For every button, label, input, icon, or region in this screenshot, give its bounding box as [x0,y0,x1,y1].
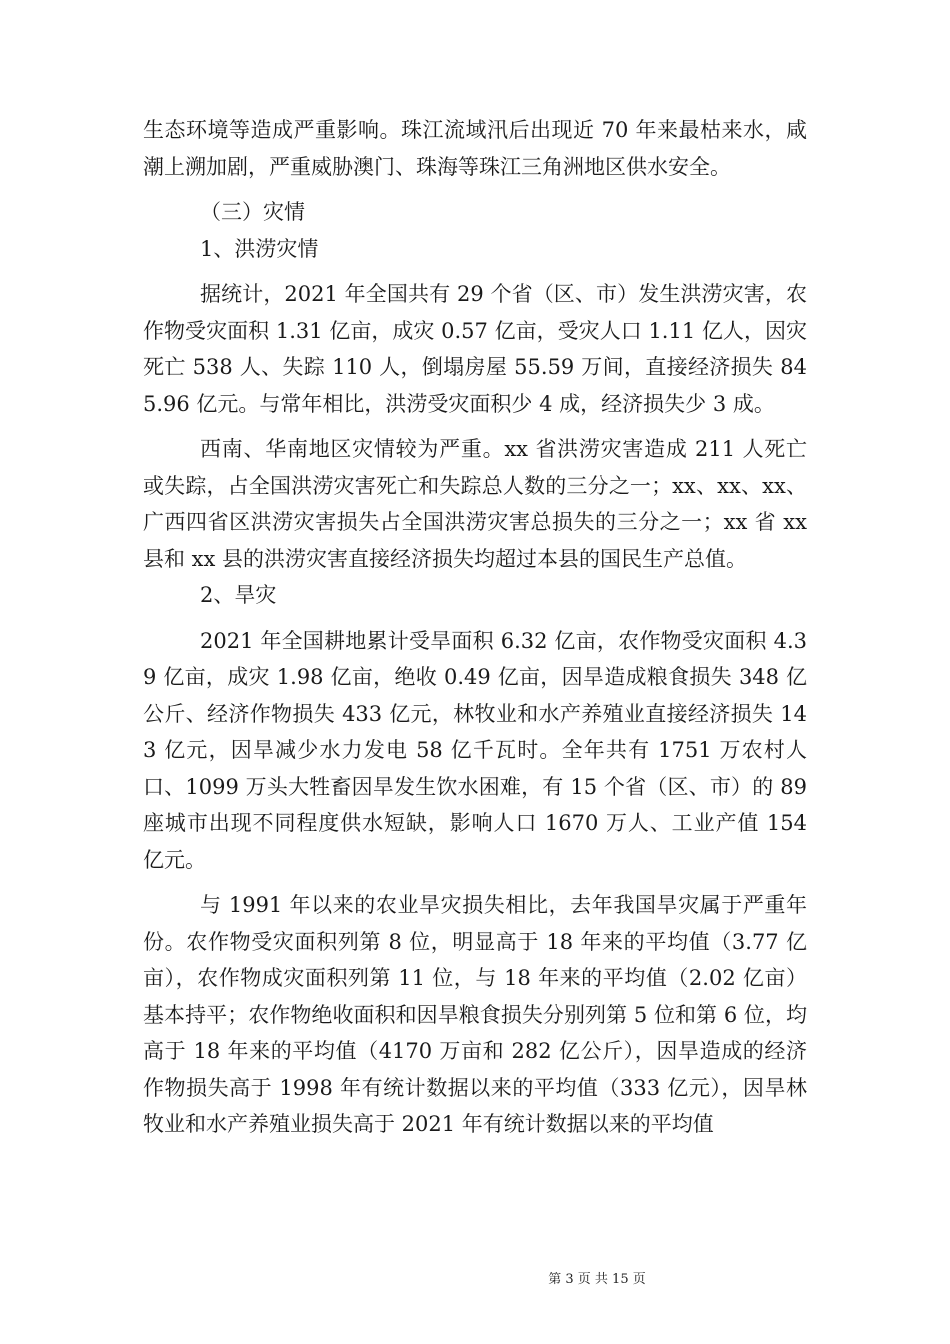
paragraph-drought-stats: 2021 年全国耕地累计受旱面积 6.32 亿亩，农作物受灾面积 4.39 亿亩，成灾 1.98 亿亩，绝收 0.49 亿亩，因旱造成粮食损失 348 亿公斤、经济作物损失 433 亿元，林牧业和水产养殖业直接经济损失 143 亿元，因旱减少水力发电 58 亿千瓦时。全年共有 1751 万农村人口、1099 万头大牲畜因旱发生饮水困难，有 15 个省（区、市）的 89 座城市出现不同程度供水短缺，影响人口 1670 万人、工业产值 154 亿元。 [143,628,807,872]
paragraph-flood-regions: 西南、华南地区灾情较为严重。xx 省洪涝灾害造成 211 人死亡或失踪，占全国洪涝灾害死亡和失踪总人数的三分之一；xx、xx、xx、广西四省区洪涝灾害损失占全国洪涝灾害总损失的三分之一；xx 省 xx 县和 xx 县的洪涝灾害直接经济损失均超过本县的国民生产总值。 [143,437,807,571]
paragraph-drought-comparison: 与 1991 年以来的农业旱灾损失相比，去年我国旱灾属于严重年份。农作物受灾面积列第 8 位，明显高于 18 年来的平均值（3.77 亿亩），农作物成灾面积列第 11 位，与 18 年来的平均值（2.02 亿亩）基本持平；农作物绝收面积和因旱粮食损失分别列第 5 位和第 6 位，均高于 18 年来的平均值（4170 万亩和 282 亿公斤），因旱造成的经济作物损失高于 1998 年有统计数据以来的平均值（333 亿元），因旱林牧业和水产养殖业损失高于 2021 年有统计数据以来的平均值 [143,893,807,1136]
page-footer [0,1268,950,1287]
paragraph-continuation: 生态环境等造成严重影响。珠江流域汛后出现近 70 年来最枯来水，咸潮上溯加剧，严重威胁澳门、珠海等珠江三角洲地区供水安全。 [143,118,807,179]
section-heading-disaster: （三）灾情 [200,200,305,224]
page-number: 第 3 页 共 15 页 [548,1272,646,1287]
subheading-flood: 1、洪涝灾情 [200,236,319,261]
subheading-drought: 2、旱灾 [200,583,277,607]
document-body [143,112,807,1143]
paragraph-flood-stats: 据统计，2021 年全国共有 29 个省（区、市）发生洪涝灾害，农作物受灾面积 1.31 亿亩，成灾 0.57 亿亩，受灾人口 1.11 亿人，因灾死亡 538 人、失踪 110 人，倒塌房屋 55.59 万间，直接经济损失 845.96 亿元。与常年相比，洪涝受灾面积少 4 成，经济损失少 3 成。 [143,282,807,416]
